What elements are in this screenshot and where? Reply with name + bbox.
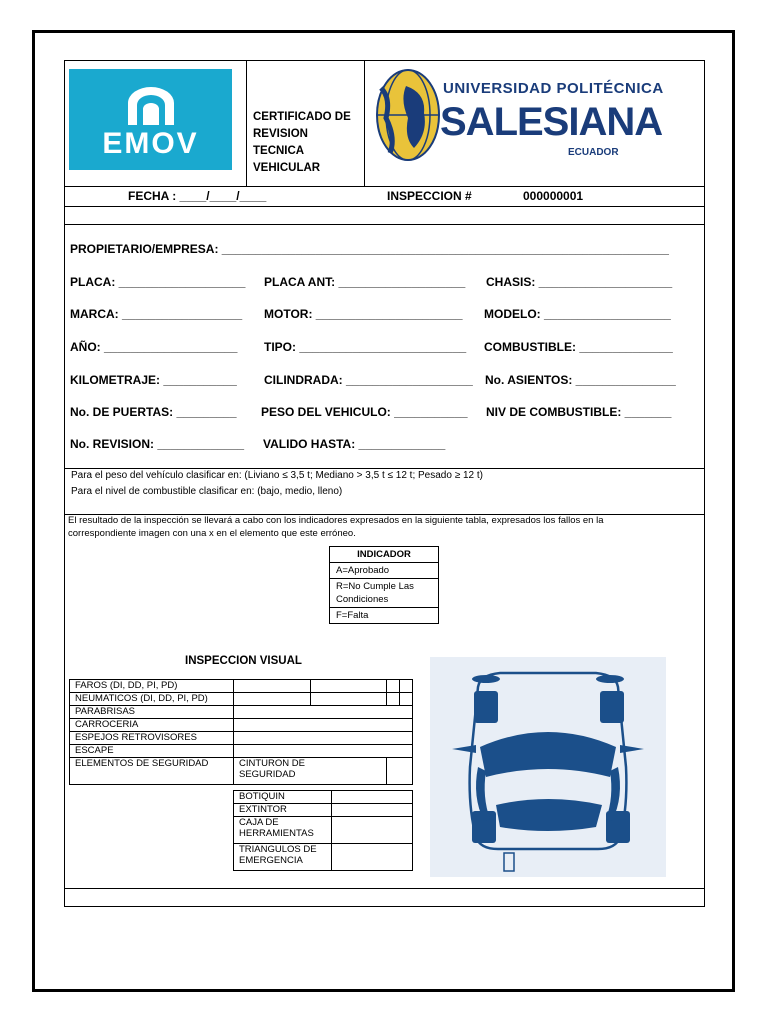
instructions-line1: El resultado de la inspección se llevará a cabo con los indicadores expresados en la siguiente tabla, expresados los fallos en la: [68, 515, 604, 526]
security-elements-table: [233, 790, 413, 871]
kilometraje-field[interactable]: KILOMETRAJE: ___________: [70, 373, 237, 387]
indicator-r: [330, 579, 439, 608]
row-caja: [234, 817, 332, 844]
cilindrada-field[interactable]: CILINDRADA: ___________________: [264, 373, 473, 387]
divider: [364, 60, 365, 186]
row-espejos: ESPEJOS RETROVISORES: [70, 732, 234, 745]
nivel-combustible-field[interactable]: NIV DE COMBUSTIBLE: _______: [486, 405, 672, 419]
peso-field[interactable]: PESO DEL VEHICULO: ___________: [261, 405, 468, 419]
university-name-line2: SALESIANA: [440, 100, 663, 144]
cell[interactable]: [234, 732, 413, 745]
inspeccion-number: 000000001: [523, 189, 584, 203]
cell[interactable]: [310, 680, 387, 693]
cell[interactable]: [332, 791, 413, 804]
divider: [64, 186, 705, 187]
cell[interactable]: [332, 804, 413, 817]
emov-logo-text: EMOV: [102, 127, 199, 160]
cell[interactable]: [234, 719, 413, 732]
row-neumaticos: NEUMATICOS (DI, DD, PI, PD): [70, 693, 234, 706]
nivel-note: Para el nivel de combustible clasificar en: (bajo, medio, lleno): [71, 486, 343, 497]
valido-field[interactable]: VALIDO HASTA: _____________: [263, 437, 446, 451]
divider: [64, 206, 705, 207]
tipo-field[interactable]: TIPO: _________________________: [264, 340, 467, 354]
motor-field[interactable]: MOTOR: ______________________: [264, 307, 463, 321]
cell[interactable]: [234, 745, 413, 758]
caja-line2: HERRAMIENTAS: [239, 828, 314, 839]
cell[interactable]: [387, 758, 413, 785]
cell[interactable]: [332, 817, 413, 844]
indicator-table: [329, 546, 439, 624]
indicator-r-line2: Condiciones: [336, 594, 389, 605]
row-parabrisas: PARABRISAS: [70, 706, 234, 719]
modelo-field[interactable]: MODELO: ___________________: [484, 307, 671, 321]
placa-field[interactable]: PLACA: ___________________: [70, 275, 246, 289]
divider: [64, 888, 705, 889]
row-triangulos: [234, 844, 332, 871]
university-seal: [376, 68, 440, 167]
visual-inspection-table: [69, 679, 413, 785]
cell[interactable]: [400, 680, 413, 693]
divider: [64, 224, 705, 225]
instructions-line2: correspondiente imagen con una x en el elemento que este erróneo.: [68, 528, 356, 539]
car-diagram[interactable]: [430, 657, 666, 877]
emov-logo: [69, 69, 232, 170]
cinturon-line1: CINTURON DE: [239, 758, 305, 769]
indicator-a: A=Aprobado: [330, 563, 439, 579]
cell[interactable]: [310, 693, 387, 706]
certificate-title: CERTIFICADO DE REVISION TECNICA VEHICULAR: [253, 111, 351, 174]
visual-inspection-title: INSPECCION VISUAL: [185, 655, 302, 667]
fecha-field[interactable]: FECHA : ____/____/____: [128, 189, 267, 203]
row-elementos: ELEMENTOS DE SEGURIDAD: [70, 758, 234, 785]
row-faros: FAROS (DI, DD, PI, PD): [70, 680, 234, 693]
cell[interactable]: [332, 844, 413, 871]
cell[interactable]: [387, 693, 400, 706]
asientos-field[interactable]: No. ASIENTOS: _______________: [485, 373, 676, 387]
university-name-line1: UNIVERSIDAD POLITÉCNICA: [443, 80, 664, 97]
inspeccion-label: INSPECCION #: [387, 189, 472, 203]
row-escape: ESCAPE: [70, 745, 234, 758]
indicator-f: F=Falta: [330, 608, 439, 624]
divider: [246, 60, 247, 186]
row-botiquin: BOTIQUIN: [234, 791, 332, 804]
revision-field[interactable]: No. REVISION: _____________: [70, 437, 245, 451]
triangulos-line1: TRIANGULOS DE: [239, 844, 317, 855]
marca-field[interactable]: MARCA: __________________: [70, 307, 243, 321]
indicator-r-line1: R=No Cumple Las: [336, 581, 414, 592]
peso-note: Para el peso del vehículo clasificar en: (Liviano ≤ 3,5 t; Mediano > 3,5 t ≤ 12 t; Pesado ≥ 12 t): [71, 470, 483, 481]
cell[interactable]: [234, 693, 311, 706]
divider: [64, 468, 705, 469]
university-name-line3: ECUADOR: [568, 147, 619, 158]
row-extintor: EXTINTOR: [234, 804, 332, 817]
row-carroceria: CARROCERIA: [70, 719, 234, 732]
placa-ant-field[interactable]: PLACA ANT: ___________________: [264, 275, 466, 289]
cell[interactable]: [400, 693, 413, 706]
triangulos-line2: EMERGENCIA: [239, 855, 303, 866]
anio-field[interactable]: AÑO: ____________________: [70, 340, 238, 354]
row-cinturon: [234, 758, 387, 785]
propietario-field[interactable]: PROPIETARIO/EMPRESA: ___________________________________________________________________: [70, 242, 669, 256]
cell[interactable]: [387, 680, 400, 693]
indicator-title: INDICADOR: [330, 547, 439, 563]
cinturon-line2: SEGURIDAD: [239, 769, 296, 780]
cell[interactable]: [234, 680, 311, 693]
combustible-field[interactable]: COMBUSTIBLE: ______________: [484, 340, 673, 354]
caja-line1: CAJA DE: [239, 817, 279, 828]
puertas-field[interactable]: No. DE PUERTAS: _________: [70, 405, 237, 419]
cell[interactable]: [234, 706, 413, 719]
chasis-field[interactable]: CHASIS: ____________________: [486, 275, 673, 289]
